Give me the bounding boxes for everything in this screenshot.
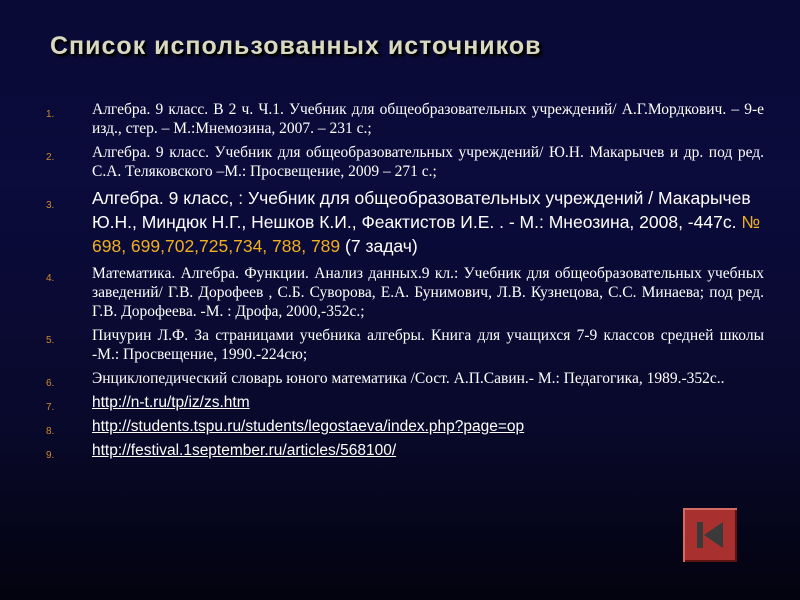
list-number: 4. [46,273,55,284]
list-number: 2. [46,152,55,163]
source-text: Алгебра. 9 класс. Учебник для общеобразовательных учреждений/ Ю.Н. Макарычев и др. под ред. С.А. Теляковского –М.: Просвещение, 2009 – 271 с.; [92,144,764,180]
source-item [46,369,764,388]
source-text: Алгебра. 9 класс. В 2 ч. Ч.1. Учебник для общеобразовательных учреждений/ А.Г.Мордкович. – 9-е изд., стер. – М.:Мнемозина, 2007. – 231 с.; [92,101,764,137]
source-text: Энциклопедический словарь юного математика /Сост. А.П.Савин.- М.: Педагогика, 1989.-352с.. [92,370,725,387]
source-text: Математика. Алгебра. Функции. Анализ данных.9 кл.: Учебник для общеобразовательных учебных заведений/ Г.В. Дорофеев , С.Б. Суворова, Е.А. Бунимович, Л.В. Кузнецова, С.С. Минаева; под ред. Г.В. Дорофеева. -М. : Дрофа, 2000,-352с.; [92,265,764,320]
skip-to-start-icon [692,517,728,553]
source-link[interactable]: http://students.tspu.ru/students/legostaeva/index.php?page=op [92,418,525,435]
source-item [46,417,764,436]
source-item [46,100,764,138]
list-number: 5. [46,335,55,346]
source-item [46,186,764,258]
task-count: (7 задач) [345,236,418,256]
source-link[interactable]: http://festival.1september.ru/articles/568100/ [92,442,397,459]
source-item [46,441,764,460]
source-item [46,326,764,364]
source-item [46,264,764,321]
source-item [46,393,764,412]
sources-list [46,100,764,465]
list-number: 3. [46,200,55,211]
list-number: 1. [46,109,55,120]
list-number: 7. [46,402,55,413]
list-number: 8. [46,426,55,437]
back-to-start-button[interactable] [683,508,737,562]
source-text: Пичурин Л.Ф. За страницами учебника алгебры. Книга для учащихся 7-9 классов средней школы -М.: Просвещение, 1990.-224сю; [92,327,764,363]
list-number: 9. [46,450,55,461]
slide-title: Список использованных источников [50,32,542,60]
source-text: Алгебра. 9 класс, : Учебник для общеобразовательных учреждений / Макарычев Ю.Н., Миндюк Н.Г., Нешков К.И., Феактистов И.Е. . - М.: Мнеозина, 2008, -447с. [92,188,751,232]
list-number: 6. [46,378,55,389]
task-numbers: № 698, 699,702,725,734, 788, 789 [92,212,761,256]
source-link[interactable]: http://n-t.ru/tp/iz/zs.htm [92,394,250,411]
source-item [46,143,764,181]
